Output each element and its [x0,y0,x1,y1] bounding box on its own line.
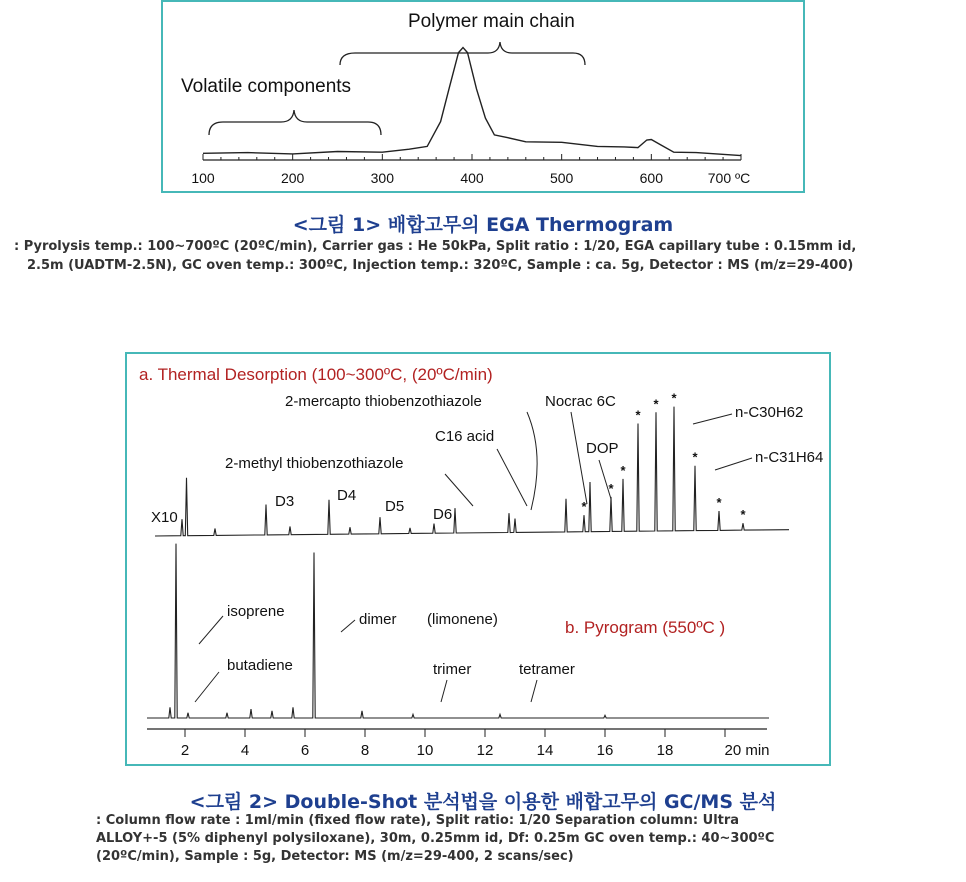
pyrogram-x-axis [147,729,770,759]
figure2-caption-note-line1: : Column flow rate : 1ml/min (fixed flow rate), Split ratio: 1/20 Separation column: Ultra [96,813,740,828]
panel-a-title: a. Thermal Desorption (100~300ºC, (20ºC/min) [139,365,493,384]
c30-leader [693,414,732,424]
pyrogram-tick-label: 8 [360,742,370,759]
figure1-caption-note-line2: 2.5m (UADTM-2.5N), GC oven temp.: 300ºC, Injection temp.: 320ºC, Sample : ca. 5g, Detector : MS (m/z=29-400) [27,258,854,273]
pyrogram-tick-label: 6 [300,742,310,759]
polymer-label: Polymer main chain [408,11,575,32]
figure1-caption-note-line1: : Pyrolysis temp.: 100~700ºC (20ºC/min), Carrier gas : He 50kPa, Split ratio : 1/20, EGA capillary tube : 0.15mm id, [14,239,857,254]
pyrogram-tick-label: 4 [240,742,250,759]
label-dop: DOP [586,440,619,457]
thermogram-tick-label: 500 [549,170,574,186]
alkane-star-marker: * [635,407,641,423]
volatile-brace [209,110,381,135]
label-butadiene: butadiene [227,657,293,674]
label-limonene: (limonene) [427,611,498,628]
label-d5 [385,498,404,515]
pyrogram-tick-label: 18 [656,742,674,759]
thermogram-tick-label: 600 [639,170,664,186]
alkane-star-marker: * [620,462,626,478]
gcms-frame [125,352,831,766]
label-isoprene: isoprene [227,603,285,620]
thermogram-frame [161,0,805,193]
mercapto-leader [527,412,537,510]
label-d5-text: D5 [385,498,405,515]
label-methyl-thiobenzothiazole: 2-methyl thiobenzothiazole [225,455,404,472]
panel-b-title: b. Pyrogram (550ºC ) [565,618,726,637]
pyrogram-tick-label: 20 min [724,742,770,759]
label-c30: n-C30H62 [735,404,804,421]
methyl-leader [445,474,473,506]
pyrogram-tick-label: 12 [476,742,494,759]
label-d4 [337,487,356,504]
thermogram-tick-label: 400 [460,170,484,186]
label-c31: n-C31H64 [755,449,824,466]
figure2-caption-note-line2: ALLOY+-5 (5% diphenyl polysiloxane), 30m, 0.25mm id, Df: 0.25m GC oven temp.: 40~300ºC [96,831,775,846]
alkane-star-marker: * [716,495,722,510]
alkane-star-marker: * [671,390,677,406]
pyrogram-tick-label: 16 [596,742,614,759]
dimer-leader [341,620,355,632]
label-c16-acid: C16 acid [435,428,495,445]
label-tetramer: tetramer [519,661,575,678]
gcms-chart [127,354,829,764]
thermogram-tick-label: 100 [191,170,215,186]
label-d4-text: D4 [337,487,357,504]
label-dimer: dimer [359,611,397,628]
volatile-label: Volatile components [181,76,352,97]
figure2-caption-title: <그림 2> Double-Shot 분석법을 이용한 배합고무의 GC/MS 분석 [189,791,777,813]
c31-leader [715,458,752,470]
thermogram-tick-label: 200 [280,170,305,186]
alkane-star-marker: * [608,480,614,496]
x10-label: X10 [151,509,178,526]
nocrac-leader [571,412,587,504]
thermogram-tick-label: 700 ºC [707,170,751,186]
label-mercapto-thiobenzothiazole: 2-mercapto thiobenzothiazole [285,393,482,410]
panel-a-leader-lines [445,412,752,510]
pyrogram-tick-label: 10 [416,742,434,759]
butadiene-leader [195,672,219,702]
alkane-star-marker: * [692,449,698,465]
label-d3-text: D3 [275,493,295,510]
thermogram-curve [203,48,741,156]
label-d3 [275,493,294,510]
pyrogram-tick-label: 14 [536,742,554,759]
tetramer-leader [531,680,537,702]
label-d6-text: D6 [433,506,453,523]
alkane-star-marker: * [581,499,587,515]
figure1-caption-title: <그림 1> 배합고무의 EGA Thermogram [292,214,674,236]
alkane-star-marker: * [653,396,659,412]
thermogram-x-axis [191,154,750,186]
thermogram-chart [163,2,803,191]
alkane-star-marker: * [740,507,746,523]
isoprene-leader [199,616,223,644]
polymer-brace [340,42,585,65]
trimer-leader [441,680,447,702]
pyrogram-tick-label: 2 [180,742,190,759]
figure2-caption-note-line3: (20ºC/min), Sample : 5g, Detector: MS (m/z=29-400, 2 scans/sec) [96,849,574,864]
label-nocrac-6c: Nocrac 6C [545,393,616,410]
thermogram-tick-label: 300 [370,170,395,186]
label-d6 [433,506,452,523]
c16-leader [497,449,527,506]
label-trimer: trimer [433,661,472,678]
